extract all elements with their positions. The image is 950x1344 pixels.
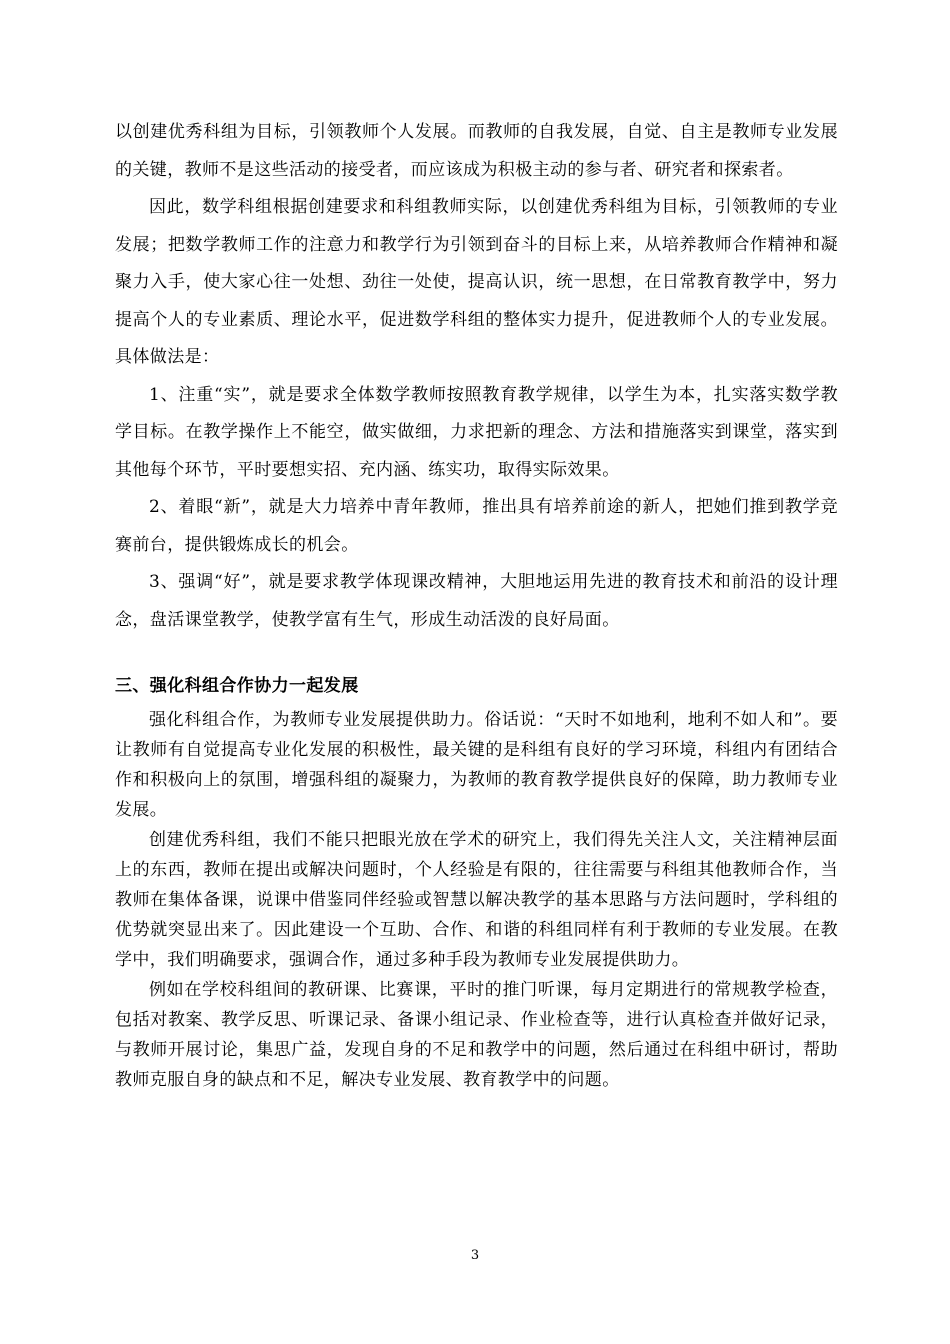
section-heading: 三、强化科组合作协力一起发展 [115, 676, 359, 696]
paragraph-point-3: 3、强调“好”，就是要求教学体现课改精神，大胆地运用先进的教育技术和前沿的设计理念，盘活课堂教学，使教学富有生气，形成生动活泼的良好局面。 [115, 572, 838, 630]
paragraph-overview: 因此，数学科组根据创建要求和科组教师实际，以创建优秀科组为目标，引领教师的专业发展；把数学教师工作的注意力和教学行为引领到奋斗的目标上来，从培养教师合作精神和凝聚力入手，使大家心往一处想、劲往一处使，提高认识，统一思想，在日常教育教学中，努力提高个人的专业素质、理论水平，促进数学科组的整体实力提升，促进教师个人的专业发展。具体做法是： [115, 197, 838, 367]
paragraph-point-1: 1、注重“实”，就是要求全体数学教师按照教育教学规律，以学生为本，扎实落实数学教学目标。在教学操作上不能空，做实做细，力求把新的理念、方法和措施落实到课堂，落实到其他每个环节，平时要想实招、充内涵、练实功，取得实际效果。 [115, 384, 838, 480]
paragraph-continuation: 以创建优秀科组为目标，引领教师个人发展。而教师的自我发展，自觉、自主是教师专业发展的关键，教师不是这些活动的接受者，而应该成为积极主动的参与者、研究者和探索者。 [115, 122, 838, 180]
paragraph-cooperation-intro: 强化科组合作，为教师专业发展提供助力。俗话说：“天时不如地利，地利不如人和”。要让教师有自觉提高专业化发展的积极性，最关键的是科组有良好的学习环境，科组内有团结合作和积极向上的氛围，增强科组的凝聚力，为教师的教育教学提供良好的保障，助力教师专业发展。 [115, 710, 838, 820]
paragraph-cooperation-details: 创建优秀科组，我们不能只把眼光放在学术的研究上，我们得先关注人文，关注精神层面上的东西，教师在提出或解决问题时，个人经验是有限的，往往需要与科组其他教师合作，当教师在集体备课，说课中借鉴同伴经验或智慧以解决教学的基本思路与方法问题时，学科组的优势就突显出来了。因此建设一个互助、合作、和谐的科组同样有利于教师的专业发展。在教学中，我们明确要求，强调合作，通过多种手段为教师专业发展提供助力。 [115, 830, 838, 970]
paragraph-cooperation-example: 例如在学校科组间的教研课、比赛课，平时的推门听课，每月定期进行的常规教学检查，包括对教案、教学反思、听课记录、备课小组记录、作业检查等，进行认真检查并做好记录，与教师开展讨论，集思广益，发现自身的不足和教学中的问题，然后通过在科组中研讨，帮助教师克服自身的缺点和不足，解决专业发展、教育教学中的问题。 [115, 980, 838, 1090]
page-number: 3 [470, 1248, 480, 1263]
paragraph-point-2: 2、着眼“新”，就是大力培养中青年教师，推出具有培养前途的新人，把她们推到教学竞赛前台，提供锻炼成长的机会。 [115, 497, 838, 555]
document-body [115, 114, 838, 1095]
